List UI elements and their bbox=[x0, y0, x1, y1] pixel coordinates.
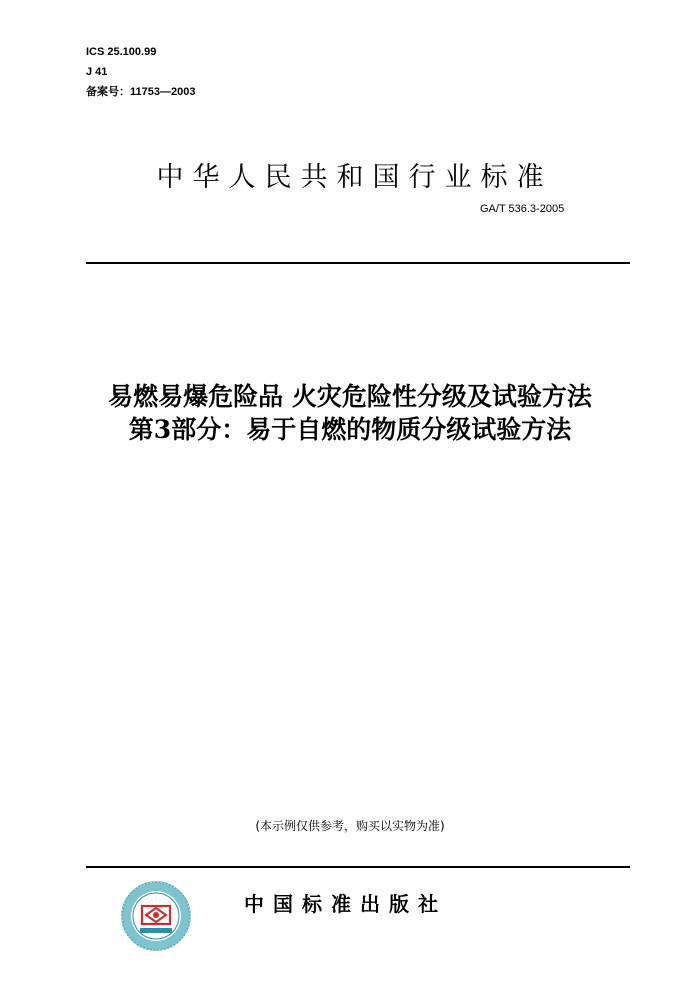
ics-code: ICS 25.100.99 bbox=[86, 46, 157, 58]
document-title-line1: 易燃易爆危险品 火灾危险性分级及试验方法 bbox=[108, 382, 592, 411]
header-meta bbox=[86, 42, 195, 102]
document-title bbox=[0, 380, 700, 446]
document-title-line2: 第3部分：易于自燃的物质分级试验方法 bbox=[128, 415, 572, 444]
standard-category: 中华人民共和国行业标准 bbox=[156, 162, 553, 193]
top-divider bbox=[86, 262, 630, 264]
publisher-seal-icon bbox=[120, 880, 192, 952]
sample-note: (本示例仅供参考，购买以实物为准) bbox=[255, 819, 445, 833]
record-number: 备案号：11753—2003 bbox=[86, 86, 196, 98]
publisher-name: 中国标准出版社 bbox=[244, 892, 447, 916]
bottom-divider bbox=[86, 866, 630, 868]
class-code: J 41 bbox=[86, 66, 108, 78]
standard-code: GA/T 536.3-2005 bbox=[480, 203, 565, 215]
